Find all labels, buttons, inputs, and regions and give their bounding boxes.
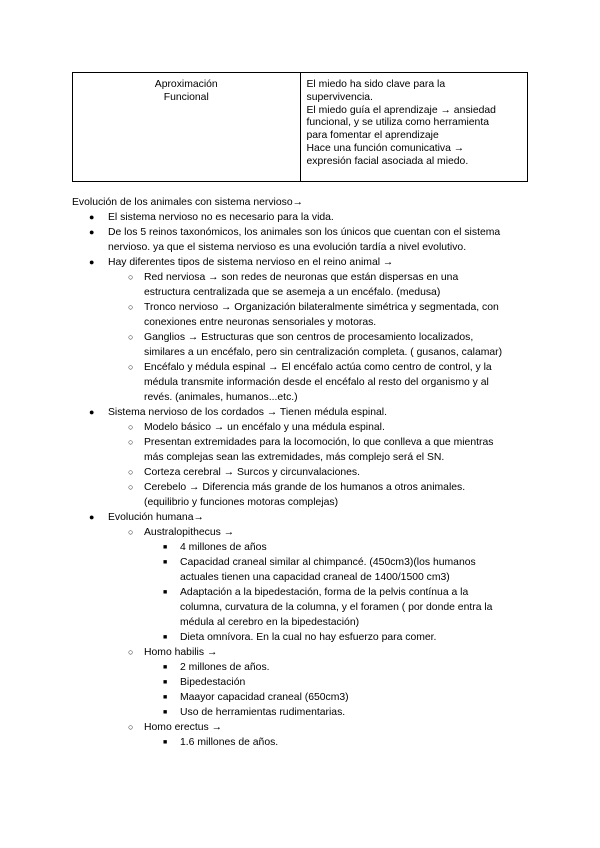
- cell-text: funcional, y se utiliza como herramienta: [306, 117, 490, 129]
- list-item: [72, 270, 532, 285]
- list-item-text: Capacidad craneal similar al chimpancé. (450cm3)(los humanos: [180, 557, 476, 568]
- list-item-text: Evolución humana→: [108, 512, 204, 523]
- list-item: [72, 225, 532, 240]
- list-item-text: columna, curvatura de la columna, y el foramen ( por donde entra la: [180, 602, 493, 613]
- list-item-text: similares a un encéfalo, pero sin centralización completa. ( gusanos, calamar): [144, 347, 503, 358]
- list-item-continuation: [72, 240, 532, 255]
- cell-text: supervivencia.: [306, 91, 373, 103]
- table-cell-content: [300, 73, 528, 182]
- bullet-icon: ○: [128, 272, 134, 282]
- bullet-icon: ■: [163, 739, 168, 746]
- list-item: [72, 555, 532, 570]
- list-item: [72, 525, 532, 540]
- cell-text: Funcional: [163, 91, 209, 103]
- list-item: [72, 630, 532, 645]
- list-item: [72, 645, 532, 660]
- bullet-icon: ■: [163, 589, 168, 596]
- cell-text: El miedo ha sido clave para la: [306, 79, 446, 90]
- bullet-icon: ●: [89, 257, 95, 267]
- list-item-continuation: [72, 495, 532, 510]
- cell-text: Aproximación: [154, 79, 218, 90]
- bullet-icon: ○: [128, 362, 134, 372]
- bullet-icon: ■: [163, 544, 168, 551]
- bullet-icon: ●: [89, 212, 95, 222]
- list-item-continuation: [72, 570, 532, 585]
- list-item: [72, 720, 532, 735]
- list-item-text: conexiones entre neuronas sensoriales y motoras.: [144, 317, 377, 328]
- bullet-icon: ■: [163, 694, 168, 701]
- list-item-text: Encéfalo y médula espinal → El encéfalo actúa como centro de control, y la: [144, 362, 492, 373]
- list-item: [72, 735, 532, 750]
- list-item-text: Corteza cerebral → Surcos y circunvalaciones.: [144, 467, 360, 478]
- bullet-icon: ○: [128, 422, 134, 432]
- bullet-icon: ○: [128, 467, 134, 477]
- list-item-text: nervioso. ya que el sistema nervioso es una evolución tardía a nivel evolutivo.: [108, 242, 467, 253]
- list-item-text: 4 millones de años: [180, 542, 267, 553]
- cell-text: expresión facial asociada al miedo.: [306, 155, 469, 167]
- list-item-text: Cerebelo → Diferencia más grande de los humanos a otros animales.: [144, 482, 466, 493]
- cell-text: Hace una función comunicativa →: [306, 142, 465, 154]
- bullet-icon: ●: [89, 407, 95, 417]
- list-item: [72, 540, 532, 555]
- list-item: [72, 585, 532, 600]
- list-item-text: Homo habilis →: [144, 647, 218, 658]
- list-item-continuation: [72, 600, 532, 615]
- bullet-icon: ○: [128, 647, 134, 657]
- bullet-icon: ■: [163, 679, 168, 686]
- list-item-text: Maayor capacidad craneal (650cm3): [180, 692, 349, 703]
- table-cell-label: [73, 73, 301, 182]
- list-item: [72, 510, 532, 525]
- list-item-text: Uso de herramientas rudimentarias.: [180, 707, 346, 718]
- list-item: [72, 675, 532, 690]
- info-table: [72, 72, 528, 182]
- list-item-text: De los 5 reinos taxonómicos, los animales son los únicos que cuentan con el sistema: [108, 227, 501, 238]
- bullet-icon: ○: [128, 437, 134, 447]
- list-item-continuation: [72, 315, 532, 330]
- list-item-text: médula al cerebro en la bipedestación): [180, 617, 360, 628]
- bullet-icon: ■: [163, 664, 168, 671]
- list-item-continuation: [72, 285, 532, 300]
- list-item-text: Bipedestación: [180, 677, 246, 688]
- list-item: [72, 360, 532, 375]
- list-item-text: Ganglios → Estructuras que son centros de procesamiento localizados,: [144, 332, 474, 343]
- list-item-text: estructura centralizada que se asemeja a un encéfalo. (medusa): [144, 287, 441, 298]
- bullet-icon: ■: [163, 709, 168, 716]
- list-item: [72, 480, 532, 495]
- list-item: [72, 420, 532, 435]
- list-item-text: actuales tienen una capacidad craneal de 1400/1500 cm3): [180, 572, 450, 583]
- section-heading: Evolución de los animales con sistema nervioso→: [72, 197, 304, 208]
- list-item-text: 2 millones de años.: [180, 662, 270, 673]
- list-item-text: Red nerviosa → son redes de neuronas que están dispersas en una: [144, 272, 459, 283]
- bullet-icon: ○: [128, 302, 134, 312]
- list-item-continuation: [72, 450, 532, 465]
- bullet-icon: ○: [128, 527, 134, 537]
- list-item: [72, 405, 532, 420]
- bullet-icon: ●: [89, 512, 95, 522]
- list-item-continuation: [72, 375, 532, 390]
- list-item-text: Sistema nervioso de los cordados → Tienen médula espinal.: [108, 407, 387, 418]
- bullet-icon: ○: [128, 332, 134, 342]
- list-item: [72, 330, 532, 345]
- list-item-text: más complejas sean las extremidades, más complejo será el SN.: [144, 452, 445, 463]
- list-item: [72, 210, 532, 225]
- list-item-text: Tronco nervioso → Organización bilateralmente simétrica y segmentada, con: [144, 302, 499, 313]
- bullet-icon: ○: [128, 722, 134, 732]
- list-item-text: 1.6 millones de años.: [180, 737, 279, 748]
- list-item-text: Australopithecus →: [144, 527, 235, 538]
- list-item-text: Modelo básico → un encéfalo y una médula espinal.: [144, 422, 385, 433]
- list-item-text: Homo erectus →: [144, 722, 222, 733]
- list-item: [72, 255, 532, 270]
- list-item: [72, 300, 532, 315]
- list-item-text: (equilibrio y funciones motoras complejas): [144, 497, 339, 508]
- bullet-icon: ○: [128, 482, 134, 492]
- list-item-text: médula transmite información desde el encéfalo al resto del organismo y al: [144, 377, 489, 388]
- list-item: [72, 435, 532, 450]
- list-item-text: Dieta omnívora. En la cual no hay esfuerzo para comer.: [180, 632, 437, 643]
- cell-text: para fomentar el aprendizaje: [306, 130, 439, 142]
- list-item-text: Adaptación a la bipedestación, forma de la pelvis contínua a la: [180, 587, 469, 598]
- list-item-continuation: [72, 615, 532, 630]
- list-item: [72, 660, 532, 675]
- bullet-icon: ■: [163, 634, 168, 641]
- list-item-continuation: [72, 390, 532, 405]
- bullet-icon: ●: [89, 227, 95, 237]
- list-item-text: revés. (animales, humanos...etc.): [144, 392, 298, 403]
- list-item: [72, 705, 532, 720]
- list-item: [72, 690, 532, 705]
- table-row: [73, 73, 528, 182]
- list-item-continuation: [72, 345, 532, 360]
- cell-text: El miedo guía el aprendizaje → ansiedad: [306, 104, 496, 116]
- bullet-icon: ■: [163, 559, 168, 566]
- outline-list: [72, 195, 532, 750]
- list-item-text: Hay diferentes tipos de sistema nervioso en el reino animal →: [108, 257, 394, 268]
- list-item-text: Presentan extremidades para la locomoción, lo que conlleva a que mientras: [144, 437, 494, 448]
- list-item: [72, 465, 532, 480]
- list-item-text: El sistema nervioso no es necesario para la vida.: [108, 212, 334, 223]
